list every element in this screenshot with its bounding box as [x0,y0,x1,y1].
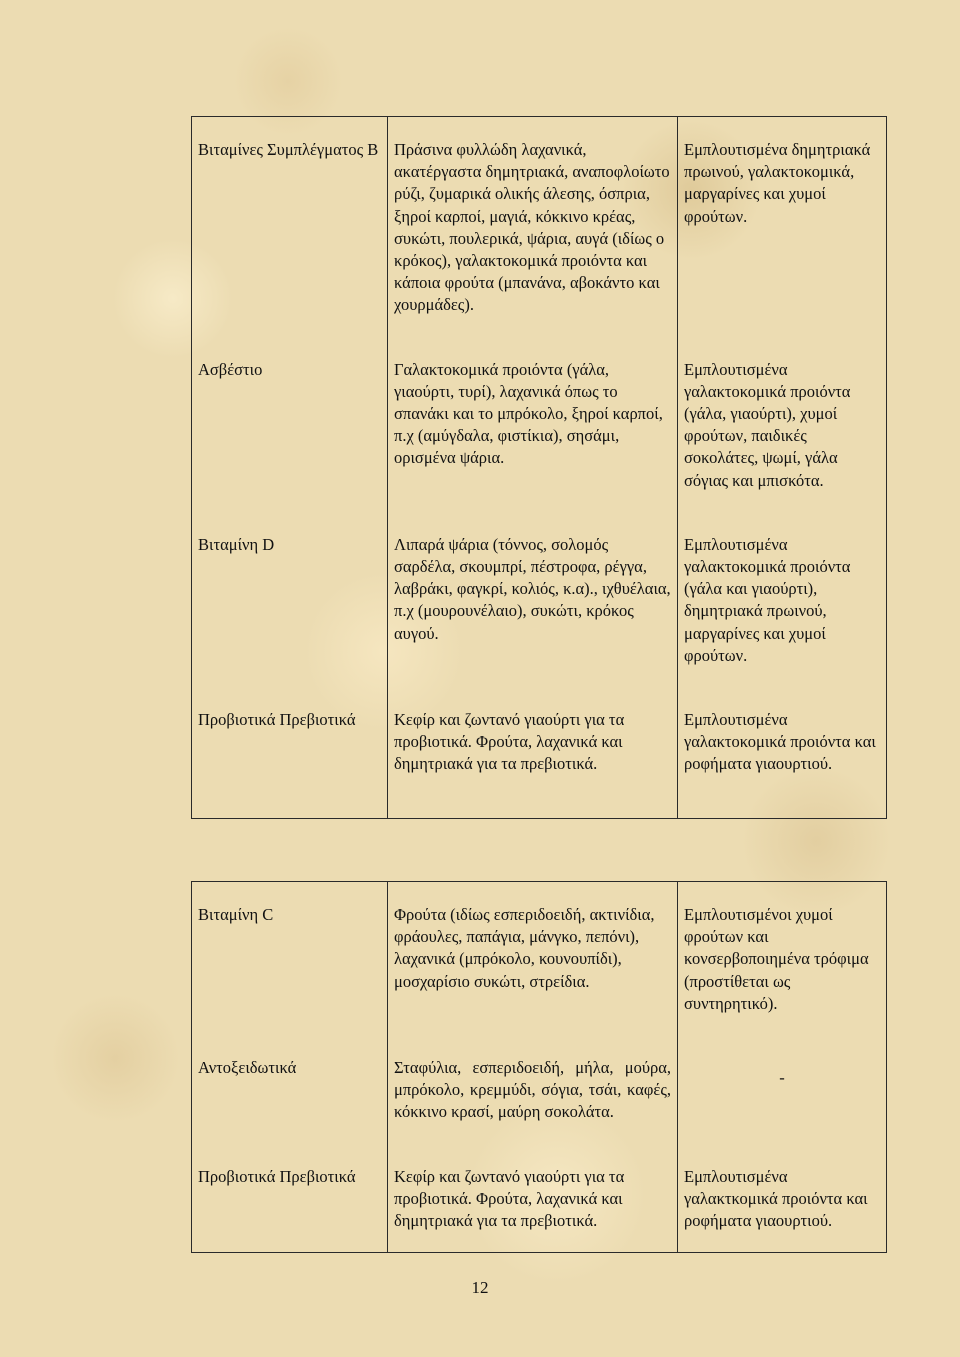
table-row [192,1144,887,1253]
sources-cell: Λιπαρά ψάρια (τόννος, σολομός σαρδέλα, σκουμπρί, πέστροφα, ρέγγα, λαβράκι, φαγκρί, κολιός, κ.α)., ιχθυέλαια, π.χ (μουρουνέλαιο), συκώτι, κρόκος αυγού. [388,512,678,687]
sources-cell: Πράσινα φυλλώδη λαχανικά, ακατέργαστα δημητριακά, αναποφλοίωτο ρύζι, ζυμαρικά ολικής άλεσης, όσπρια, ξηροί καρποί, μαγιά, κόκκινο κρέας, συκώτι, πουλερικά, ψάρια, αυγά (ιδίως ο κρόκος), γαλακτοκομικά προιόντα και κάποια φρούτα (μπανάνα, αβοκάντο και χουρμάδες). [388,117,678,337]
fortified-cell: Εμπλουτισμένα γαλακτοκομικά προιόντα και ροφήματα γιαουρτιού. [678,687,887,818]
fortified-cell: Εμπλουτισμένα δημητριακά πρωινού, γαλακτοκομικά, μαργαρίνες και χυμοί φρούτων. [678,117,887,337]
nutrient-table-1 [191,116,887,819]
nutrient-cell: Βιταμίνη C [192,882,388,1036]
fortified-cell: Εμπλουτισμένα γαλακτκομικά προιόντα και ροφήματα γιαουρτιού. [678,1144,887,1253]
nutrient-cell: Αντοξειδωτικά [192,1035,388,1144]
table-row [192,337,887,512]
nutrient-cell: Βιταμίνη D [192,512,388,687]
sources-cell: Γαλακτοκομικά προιόντα (γάλα, γιαούρτι, τυρί), λαχανικά όπως το σπανάκι και το μπρόκολο, ξηροί καρποί, π.χ (αμύγδαλα, φιστίκια), σησάμι, ορισμένα ψάρια. [388,337,678,512]
sources-cell: Σταφύλια, εσπεριδοειδή, μήλα, μούρα, μπρόκολο, κρεμμύδι, σόγια, τσάι, καφές, κόκκινο κρασί, μαύρη σοκολάτα. [388,1035,678,1144]
sources-cell: Κεφίρ και ζωντανό γιαούρτι για τα προβιοτικά. Φρούτα, λαχανικά και δημητριακά για τα πρεβιοτικά. [388,1144,678,1253]
table-row [192,512,887,687]
nutrient-cell: Προβιοτικά Πρεβιοτικά [192,687,388,818]
fortified-cell: Εμπλουτισμένα γαλακτοκομικά προιόντα (γάλα και γιαούρτι), δημητριακά πρωινού, μαργαρίνες και χυμοί φρούτων. [678,512,887,687]
sources-cell: Κεφίρ και ζωντανό γιαούρτι για τα προβιοτικά. Φρούτα, λαχανικά και δημητριακά για τα πρεβιοτικά. [388,687,678,818]
sources-cell: Φρούτα (ιδίως εσπεριδοειδή, ακτινίδια, φράουλες, παπάγια, μάνγκο, πεπόνι), λαχανικά (μπρόκολο, κουνουπίδι), μοσχαρίσιο συκώτι, στρείδια. [388,882,678,1036]
table-row [192,1035,887,1144]
nutrient-cell: Βιταμίνες Συμπλέγματος Β [192,117,388,337]
nutrient-cell: Προβιοτικά Πρεβιοτικά [192,1144,388,1253]
fortified-cell: Εμπλουτισμένα γαλακτοκομικά προιόντα (γάλα, γιαούρτι), χυμοί φρούτων, παιδικές σοκολάτες, ψωμί, γάλα σόγιας και μπισκότα. [678,337,887,512]
table-row [192,882,887,1036]
table-row [192,117,887,337]
fortified-cell: - [678,1035,887,1144]
nutrient-table-2 [191,881,887,1253]
table-row [192,687,887,818]
nutrient-cell: Ασβέστιο [192,337,388,512]
page-number: 12 [471,1278,489,1297]
fortified-cell: Εμπλουτισμένοι χυμοί φρούτων και κονσερβοποιημένα τρόφιμα (προστίθεται ως συντηρητικό). [678,882,887,1036]
